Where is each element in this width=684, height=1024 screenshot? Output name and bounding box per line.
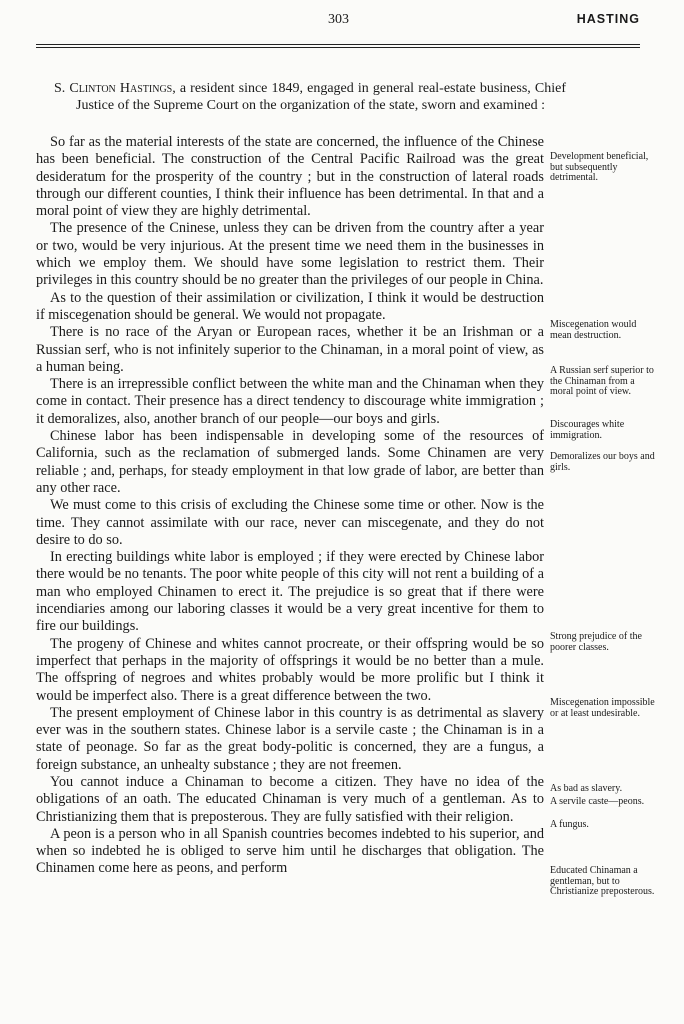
testimony-body — [36, 134, 544, 878]
header-rule-top — [36, 44, 640, 45]
header-rule-bottom — [36, 47, 640, 48]
margin-note: A Russian serf superior to the Chinaman from a moral point of view. — [550, 365, 654, 397]
paragraph: We must come to this crisis of excluding the Chinese some time or other. Now is the time. They cannot assimilate with our race, never can miscegenate, and they do not desire to do so. — [36, 497, 544, 548]
margin-note: As bad as slavery. — [550, 783, 623, 794]
paragraph: There is no race of the Aryan or European races, whether it be an Irishman or a Russian serf, who is not infinitely superior to the Chinaman, in a moral point of view, as a human being. — [36, 324, 544, 375]
margin-note: Development beneficial, but subsequently detrimental. — [550, 151, 649, 183]
paragraph: As to the question of their assimilation or civilization, I think it would be destruction if miscegenation should be general. We would not propagate. — [36, 289, 544, 323]
paragraph: There is an irrepressible conflict between the white man and the Chinaman when they come in contact. Their presence has a direct tendency to discourage white immigration ; it demoralizes, also, another branch of our people—our boys and girls. — [36, 376, 544, 427]
witness-introduction — [54, 80, 566, 114]
paragraph: A peon is a person who in all Spanish countries becomes indebted to his superior, and when so indebted he is obliged to serve him until he discharges that obligation. The Chinamen come here as peons, and perform — [36, 825, 544, 877]
margin-note: A fungus. — [550, 819, 589, 830]
paragraph: The progeny of Chinese and whites cannot procreate, or their offspring would be so imperfect that perhaps in the majority of offsprings it would be no better than a mule. The offspring of negroes and whites probably would be more prolific but I think it would be imperfect also. There is a great difference between the two. — [36, 635, 544, 704]
margin-note: Miscegenation would mean destruction. — [550, 319, 637, 341]
margin-note: Discourages white immigration. — [550, 419, 625, 441]
paragraph: Chinese labor has been indispensable in developing some of the resources of California, such as the reclamation of submerged lands. Some Chinamen are very reliable ; and, perhaps, for steady employment in that low grade of labor, are better than any other race. — [36, 428, 544, 496]
paragraph: The presence of the Cninese, unless they can be driven from the country after a year or two, would be very injurious. At the present time we need them in the businesses in which we employ them. We should have some legislation to restrict them. Their privileges in this country should be no greater than the privileges of our people in China. — [36, 220, 544, 289]
page-number: 303 — [328, 12, 349, 27]
margin-note: Educated Chinaman a gentleman, but to Christianize preposterous. — [550, 865, 655, 897]
paragraph: You cannot induce a Chinaman to become a citizen. They have no idea of the obligations of an oath. The educated Chinaman is very much of a gentleman. As to Christianizing them that is preposterous. They are fully satisfied with their religion. — [36, 773, 544, 825]
paragraph: In erecting buildings white labor is employed ; if they were erected by Chinese labor there would be no tenants. The poor white people of this city will not rent a building of a man who employed Chinamen to erect it. The prejudice is so great that if there were incendiaries among our laboring classes it would be a very great incentive for them to fire our buildings. — [36, 549, 544, 635]
paragraph: The present employment of Chinese labor in this country is as detrimental as slavery ever was in the southern states. Chinese labor is a servile caste ; the Chinaman is in a state of peonage. So far as the great body-politic is concerned, they are a fungus, a foreign substance, an unhealty substance ; they are not freemen. — [36, 704, 544, 773]
margin-note: Demoralizes our boys and girls. — [550, 451, 655, 473]
running-head: HASTING — [576, 12, 640, 26]
witness-name: S. Clinton Hastings — [54, 81, 173, 96]
paragraph: So far as the material interests of the state are concerned, the influence of the Chinese has been beneficial. The construction of the Central Pacific Railroad was the great desideratum for the prosperity of the country ; but in the construction of lateral roads through our different counties, I think their influence has been detrimental. In that and a moral point of view they are highly detrimental. — [36, 134, 544, 220]
page-header — [36, 12, 640, 34]
margin-note: A servile caste—peons. — [550, 796, 645, 807]
margin-note: Strong prejudice of the poorer classes. — [550, 631, 642, 653]
margin-note: Miscegenation impossible or at least undesirable. — [550, 697, 655, 719]
witness-description: , a resident since 1849, engaged in general real-estate business, Chief Justice of the Supreme Court on the organization of the state, sworn and examined : — [76, 81, 566, 113]
